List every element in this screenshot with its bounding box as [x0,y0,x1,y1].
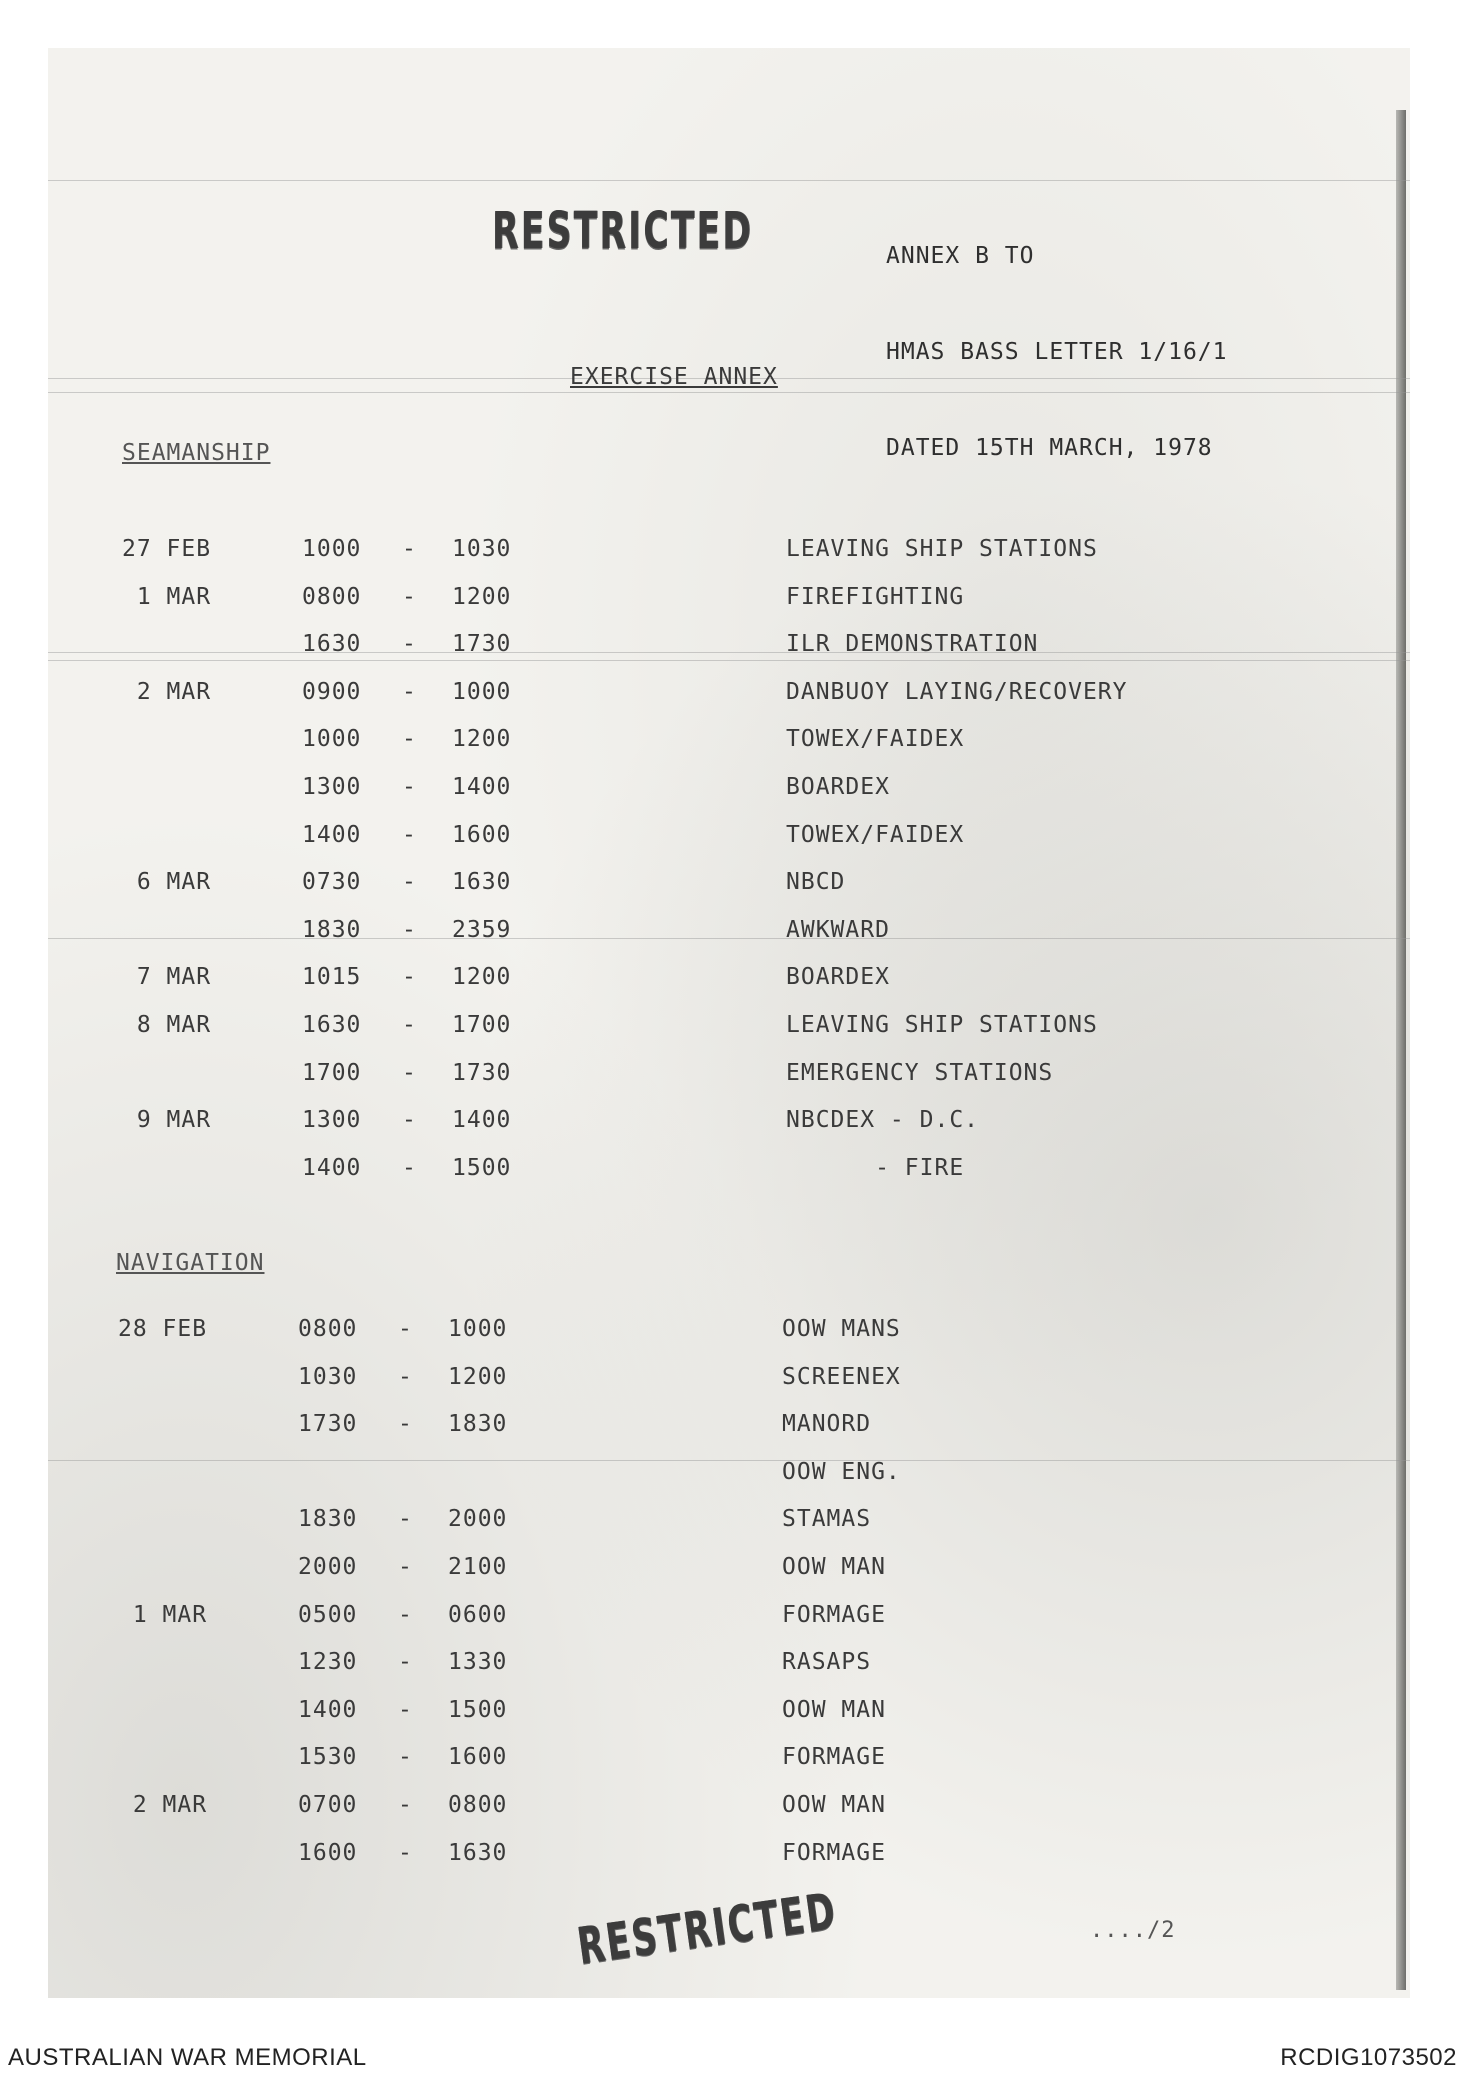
row-activity: NBCD [786,869,846,896]
row-activity: OOW MAN [782,1554,886,1580]
row-end-time: 1630 [452,869,512,896]
schedule-row [122,869,1222,909]
row-start-time: 0800 [298,1316,358,1342]
row-dash: - [402,869,417,896]
row-end-time: 2359 [452,916,512,943]
row-dash: - [402,536,417,562]
schedule-row [118,1744,1218,1784]
annex-line: ANNEX B TO [886,243,1035,269]
row-end-time: 1500 [452,1154,512,1181]
row-dash: - [398,1411,413,1438]
row-date: 9 MAR [122,1107,212,1134]
schedule-row [122,917,1222,957]
row-dash: - [402,1154,417,1181]
schedule-row [118,1649,1218,1689]
row-activity: RASAPS [782,1649,872,1676]
row-dash: - [402,774,417,800]
row-end-time: 1200 [452,964,512,991]
row-end-time: 1000 [452,678,512,705]
schedule-row [118,1316,1218,1356]
schedule-row [118,1459,1218,1499]
row-start-time: 1830 [302,916,362,943]
row-start-time: 1730 [298,1411,358,1438]
schedule-row [122,1155,1222,1195]
row-activity: OOW MANS [782,1316,901,1342]
row-activity: FORMAGE [782,1839,886,1866]
row-activity: ILR DEMONSTRATION [786,631,1039,658]
schedule-row [122,822,1222,862]
row-activity: OOW MAN [782,1792,886,1818]
row-start-time: 0800 [302,583,362,610]
restricted-stamp-top: RESTRICTED [492,202,754,261]
row-activity: LEAVING SHIP STATIONS [786,536,1098,562]
row-dash: - [398,1554,413,1580]
row-activity: OOW ENG. [782,1458,901,1485]
schedule-row [122,726,1222,766]
schedule-row [122,1060,1222,1100]
row-dash: - [398,1744,413,1771]
row-dash: - [398,1363,413,1390]
footer-source: AUSTRALIAN WAR MEMORIAL [8,2044,367,2071]
row-activity: - FIRE [786,1154,965,1181]
row-date: 2 MAR [122,678,212,705]
row-dash: - [402,964,417,991]
row-end-time: 1400 [452,1107,512,1134]
row-activity: NBCDEX - D.C. [786,1107,980,1134]
row-activity: EMERGENCY STATIONS [786,1059,1054,1086]
row-end-time: 1730 [452,631,512,658]
row-activity: STAMAS [782,1506,872,1533]
row-end-time: 2100 [448,1554,508,1580]
row-date: 27 FEB [122,536,212,562]
row-end-time: 1330 [448,1649,508,1676]
row-date: 8 MAR [122,1012,212,1038]
row-dash: - [398,1649,413,1676]
row-start-time: 1630 [302,631,362,658]
schedule-row [118,1554,1218,1594]
row-activity: LEAVING SHIP STATIONS [786,1012,1098,1038]
schedule-row [122,1012,1222,1052]
row-start-time: 1600 [298,1839,358,1866]
row-end-time: 1730 [452,1059,512,1086]
row-start-time: 1300 [302,1107,362,1134]
row-end-time: 1600 [452,821,512,848]
row-activity: OOW MAN [782,1696,886,1723]
row-activity: TOWEX/FAIDEX [786,821,965,848]
row-dash: - [402,678,417,705]
row-start-time: 1530 [298,1744,358,1771]
row-end-time: 1030 [452,536,512,562]
schedule-row [122,774,1222,814]
schedule-row [122,679,1222,719]
annex-line: HMAS BASS LETTER 1/16/1 [886,339,1228,365]
row-start-time: 1300 [302,774,362,800]
schedule-row [118,1697,1218,1737]
row-start-time: 1400 [298,1696,358,1723]
row-dash: - [398,1839,413,1866]
row-date: 1 MAR [118,1601,208,1628]
row-end-time: 1630 [448,1839,508,1866]
row-activity: FIREFIGHTING [786,583,965,610]
row-date: 7 MAR [122,964,212,991]
row-end-time: 1200 [452,583,512,610]
schedule-row [122,1107,1222,1147]
page-continuation: ..../2 [1090,1918,1176,1943]
row-start-time: 0700 [298,1792,358,1818]
row-dash: - [402,1107,417,1134]
row-activity: FORMAGE [782,1744,886,1771]
schedule-row [118,1364,1218,1404]
annex-reference [886,176,1228,496]
row-start-time: 1830 [298,1506,358,1533]
row-start-time: 1000 [302,726,362,753]
row-start-time: 1630 [302,1012,362,1038]
row-start-time: 1030 [298,1363,358,1390]
row-dash: - [402,1012,417,1038]
row-date: 1 MAR [122,583,212,610]
row-start-time: 1400 [302,821,362,848]
row-date: 6 MAR [122,869,212,896]
schedule-row [122,536,1222,576]
schedule-row [122,631,1222,671]
schedule-row [118,1792,1218,1832]
row-activity: DANBUOY LAYING/RECOVERY [786,678,1128,705]
row-dash: - [398,1601,413,1628]
row-dash: - [398,1506,413,1533]
row-start-time: 1015 [302,964,362,991]
schedule-row [122,584,1222,624]
section-heading-navigation: NAVIGATION [116,1250,265,1276]
section-heading-seamanship: SEAMANSHIP [122,440,271,466]
row-end-time: 1500 [448,1696,508,1723]
row-end-time: 1700 [452,1012,512,1038]
row-end-time: 1830 [448,1411,508,1438]
row-end-time: 2000 [448,1506,508,1533]
row-start-time: 2000 [298,1554,358,1580]
row-activity: BOARDEX [786,964,890,991]
row-dash: - [402,726,417,753]
schedule-row [118,1840,1218,1880]
row-dash: - [402,821,417,848]
row-end-time: 1600 [448,1744,508,1771]
row-start-time: 0900 [302,678,362,705]
row-dash: - [402,583,417,610]
row-activity: AWKWARD [786,916,890,943]
row-activity: BOARDEX [786,774,890,800]
schedule-row [118,1411,1218,1451]
row-date: 2 MAR [118,1792,208,1818]
annex-line: DATED 15TH MARCH, 1978 [886,435,1213,461]
row-end-time: 0600 [448,1601,508,1628]
row-start-time: 0730 [302,869,362,896]
schedule-row [122,964,1222,1004]
row-end-time: 1200 [452,726,512,753]
row-dash: - [402,916,417,943]
row-end-time: 1000 [448,1316,508,1342]
row-start-time: 1400 [302,1154,362,1181]
row-end-time: 1400 [452,774,512,800]
row-activity: TOWEX/FAIDEX [786,726,965,753]
row-dash: - [398,1792,413,1818]
row-end-time: 0800 [448,1792,508,1818]
restricted-stamp-bottom: RESTRICTED [573,1882,841,1977]
row-dash: - [398,1316,413,1342]
row-dash: - [402,1059,417,1086]
row-start-time: 0500 [298,1601,358,1628]
schedule-row [118,1506,1218,1546]
row-activity: MANORD [782,1411,872,1438]
row-dash: - [402,631,417,658]
row-start-time: 1700 [302,1059,362,1086]
row-dash: - [398,1696,413,1723]
page-title: EXERCISE ANNEX [570,364,778,390]
row-start-time: 1230 [298,1649,358,1676]
schedule-row [118,1602,1218,1642]
row-start-time: 1000 [302,536,362,562]
row-activity: SCREENEX [782,1363,901,1390]
row-end-time: 1200 [448,1363,508,1390]
footer-reference: RCDIG1073502 [1280,2044,1457,2071]
row-activity: FORMAGE [782,1601,886,1628]
row-date: 28 FEB [118,1316,208,1342]
